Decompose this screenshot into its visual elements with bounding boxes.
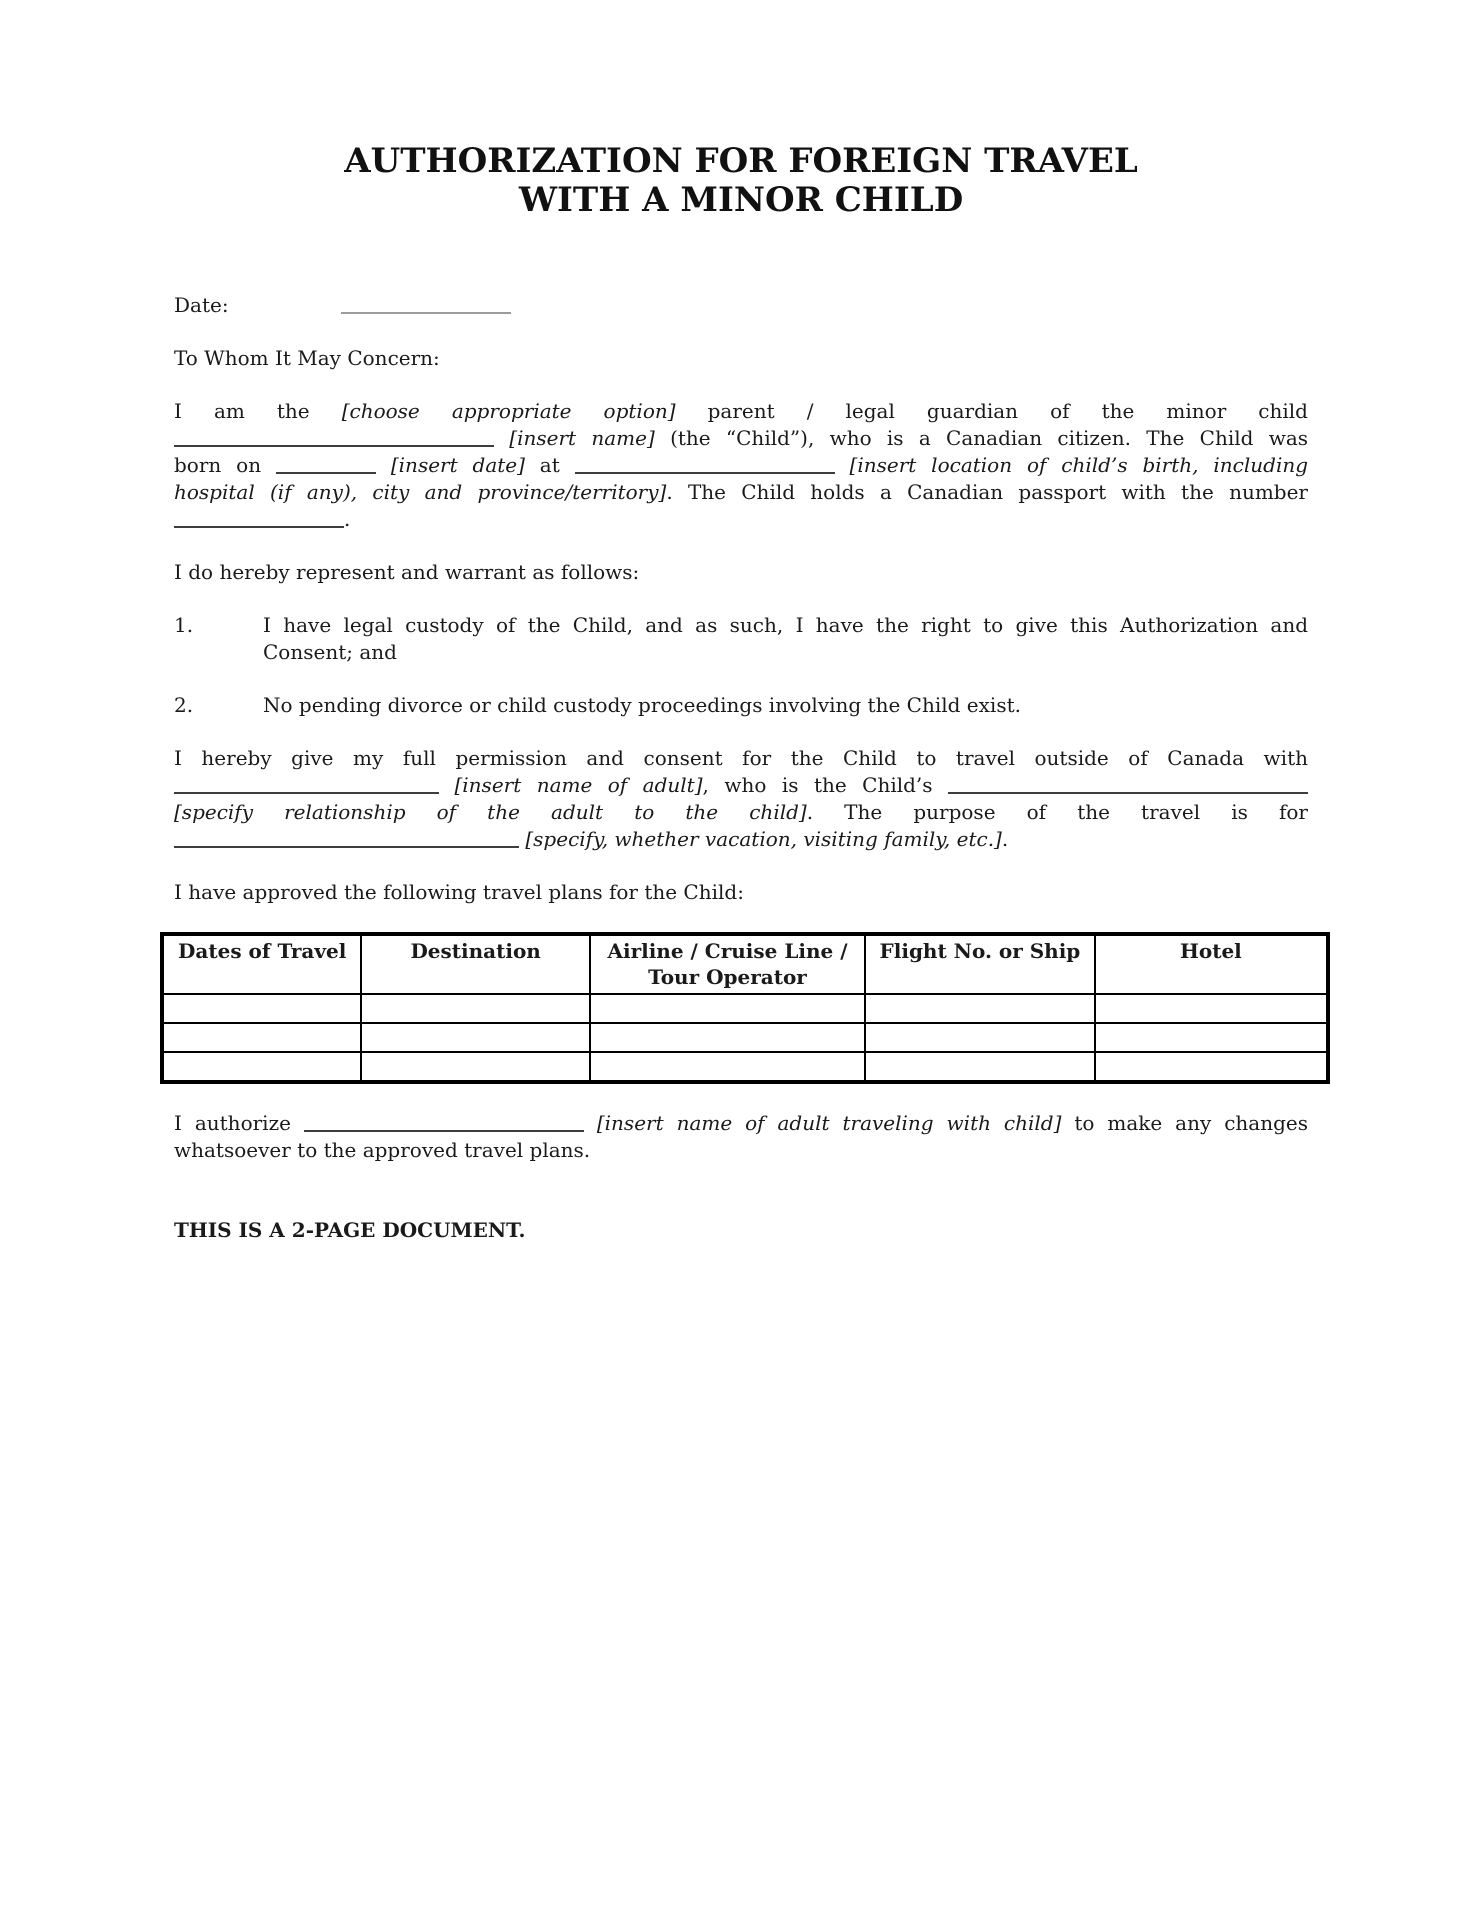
table-header-cell — [865, 934, 1095, 994]
table-header-text: Dates of Travel — [178, 939, 347, 963]
text-segment: I am the — [174, 399, 342, 423]
text-segment: Consent; and — [263, 640, 397, 664]
table-header-text: Tour Operator — [648, 965, 807, 989]
text-segment: [insert name of adult] — [454, 773, 703, 797]
text-line — [174, 398, 1308, 425]
text-segment: [insert name of adult traveling with child] — [596, 1111, 1062, 1135]
text-segment: to make any changes — [1061, 1111, 1309, 1135]
text-line — [174, 1137, 1308, 1164]
table-row — [162, 1023, 1328, 1052]
text-segment: [insert location of child’s birth, including — [849, 453, 1309, 477]
table-cell[interactable] — [865, 994, 1095, 1023]
text-line — [174, 1110, 1308, 1137]
paragraph-approved-intro: I have approved the following travel plans for the Child: — [174, 880, 744, 904]
table-cell[interactable] — [162, 1052, 361, 1082]
travel-plans-table-body — [162, 994, 1328, 1082]
table-header-text: Destination — [410, 939, 541, 963]
blank-field[interactable] — [948, 776, 1308, 794]
table-cell[interactable] — [865, 1052, 1095, 1082]
numbered-list — [174, 612, 1308, 719]
text-segment: [insert name] — [509, 426, 655, 450]
text-segment: , who is the Child’s — [702, 773, 949, 797]
text-segment: I authorize — [174, 1111, 304, 1135]
text-segment: parent / legal guardian of the minor child — [675, 399, 1308, 423]
text-segment: at — [524, 453, 575, 477]
list-item-body — [263, 692, 1308, 719]
table-header-text: Flight No. or Ship — [879, 939, 1081, 963]
text-segment: [specify, whether vacation, visiting family, etc.] — [525, 827, 1002, 851]
blank-field[interactable] — [304, 1114, 584, 1132]
blank-field[interactable] — [276, 456, 376, 474]
table-cell[interactable] — [361, 994, 590, 1023]
text-segment — [439, 773, 454, 797]
table-cell[interactable] — [361, 1023, 590, 1052]
text-line — [263, 612, 1308, 639]
date-blank-field[interactable] — [341, 296, 511, 314]
table-cell[interactable] — [361, 1052, 590, 1082]
travel-plans-table — [160, 932, 1330, 1084]
table-cell[interactable] — [162, 994, 361, 1023]
list-item-body — [263, 612, 1308, 666]
table-cell[interactable] — [590, 1023, 865, 1052]
text-segment: No pending divorce or child custody proceedings involving the Child exist. — [263, 693, 1021, 717]
text-line — [174, 745, 1308, 772]
table-header-cell — [162, 934, 361, 994]
paragraph-intro — [174, 398, 1308, 533]
text-segment — [835, 453, 850, 477]
text-segment — [584, 1111, 597, 1135]
list-item-1 — [174, 612, 1308, 666]
table-row — [162, 994, 1328, 1023]
text-segment: . — [344, 507, 351, 531]
paragraph-warrant: I do hereby represent and warrant as follows: — [174, 560, 640, 584]
text-line — [174, 772, 1308, 799]
text-line — [174, 506, 1308, 533]
text-segment: I hereby give my full permission and consent for the Child to travel outside of Canada with — [174, 746, 1308, 770]
date-row — [174, 292, 1308, 319]
text-segment: [insert date] — [390, 453, 525, 477]
table-header-text: Airline / Cruise Line / — [607, 939, 848, 963]
paragraph-authorize — [174, 1110, 1308, 1164]
text-segment: [choose appropriate option] — [341, 399, 676, 423]
text-segment: whatsoever to the approved travel plans. — [174, 1138, 591, 1162]
blank-field[interactable] — [174, 429, 494, 447]
text-segment: I have legal custody of the Child, and as such, I have the right to give this Authorization and — [263, 613, 1308, 637]
text-segment — [494, 426, 509, 450]
list-item-number: 1. — [174, 613, 194, 637]
two-page-notice: THIS IS A 2-PAGE DOCUMENT. — [174, 1218, 526, 1242]
text-line — [174, 479, 1308, 506]
table-cell[interactable] — [865, 1023, 1095, 1052]
table-header-text: Hotel — [1179, 939, 1242, 963]
table-row — [162, 1052, 1328, 1082]
table-cell[interactable] — [162, 1023, 361, 1052]
list-item-2 — [174, 692, 1308, 719]
text-segment: (the “Child”), who is a Canadian citizen. The Child was — [654, 426, 1309, 450]
blank-field[interactable] — [174, 830, 519, 848]
text-segment: born on — [174, 453, 276, 477]
text-line — [174, 425, 1308, 452]
paragraph-permission — [174, 745, 1308, 853]
table-header-cell — [1095, 934, 1328, 994]
text-line — [263, 639, 1308, 666]
blank-field[interactable] — [174, 776, 439, 794]
table-header-cell — [361, 934, 590, 994]
text-segment: . The purpose of the travel is for — [806, 800, 1308, 824]
table-cell[interactable] — [1095, 1052, 1328, 1082]
table-header-cell — [590, 934, 865, 994]
date-label: Date: — [174, 293, 229, 317]
title-line-1: AUTHORIZATION FOR FOREIGN TRAVEL — [344, 141, 1138, 181]
text-line — [174, 452, 1308, 479]
text-segment: [specify relationship of the adult to the child] — [174, 800, 807, 824]
table-cell[interactable] — [1095, 994, 1328, 1023]
salutation: To Whom It May Concern: — [174, 346, 440, 370]
title-line-2: WITH A MINOR CHILD — [518, 180, 964, 220]
text-segment: . The Child holds a Canadian passport with the number — [666, 480, 1308, 504]
blank-field[interactable] — [575, 456, 835, 474]
table-cell[interactable] — [590, 1052, 865, 1082]
text-line — [174, 826, 1308, 853]
text-segment: . — [1001, 827, 1009, 851]
text-line — [174, 799, 1308, 826]
document-page — [174, 142, 1308, 1264]
table-cell[interactable] — [1095, 1023, 1328, 1052]
text-segment — [376, 453, 391, 477]
list-item-number: 2. — [174, 693, 194, 717]
table-cell[interactable] — [590, 994, 865, 1023]
blank-field[interactable] — [174, 510, 344, 528]
text-line — [263, 692, 1308, 719]
text-segment: hospital (if any), city and province/territory] — [174, 480, 667, 504]
table-header-row — [162, 934, 1328, 994]
document-title — [174, 142, 1308, 220]
travel-plans-table-head — [162, 934, 1328, 994]
